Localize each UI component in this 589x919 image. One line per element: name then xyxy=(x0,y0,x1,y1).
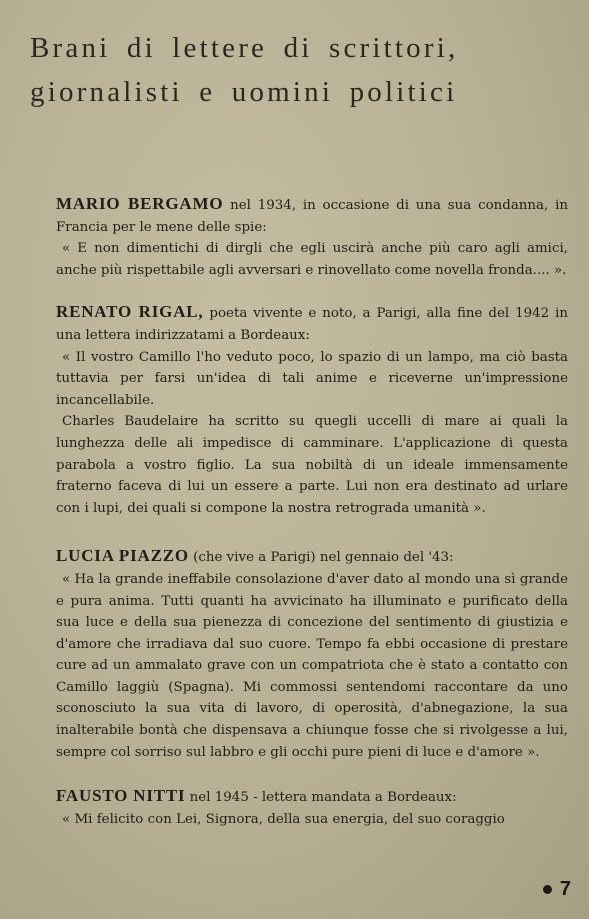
entry-intro: poeta vivente e noto, a Parigi, alla fine del 1942 in una lettera indirizzatami a Bordeaux: xyxy=(56,306,568,343)
quote-paragraph: « Ha la grande ineffabile consolazione d'aver dato al mondo una sì grande e pura anima. Tutti quanti ha avvicinato ha illuminato e purificato della sua luce e della sua pienezza di concezione del sentimento di giustizia e d'amore che irradiava dal suo cuore. Tempo fa ebbi occasione di prestare cure ad un ammalato grave con un compatriota che è stato a contatto con Camillo laggiù (Spagna). Mi commossi sentendomi raccontare da uno sconosciuto la sua vita di lavoro, di operosità, d'abnegazione, la sua inalterabile bontà che dispensava a chiunque fosse che si rivolgesse a lui, sempre col sorriso sul labbro e gli occhi pure pieni di luce e d'amore ». xyxy=(56,571,568,760)
quote-paragraph: « Mi felicito con Lei, Signora, della sua energia, del suo coraggio xyxy=(62,811,505,827)
author-name: MARIO BERGAMO xyxy=(56,194,224,213)
letters-body xyxy=(56,193,568,845)
quote-paragraph: « Il vostro Camillo l'ho veduto poco, lo spazio di un lampo, ma ciò basta tuttavia per farsi un'idea di tali anime e riceverne un'impressione incancellabile. xyxy=(56,349,568,408)
bullet-dot-icon xyxy=(543,885,552,894)
title-line-1: Brani di lettere di scrittori, xyxy=(30,32,459,64)
quote-paragraph: « E non dimentichi di dirgli che egli uscirà anche più caro agli amici, anche più rispettabile agli avversari e rinovellato come novella fronda.... ». xyxy=(56,241,568,278)
page-title xyxy=(30,26,570,114)
page-number-text: 7 xyxy=(559,878,571,900)
entry-intro: (che vive a Parigi) nel gennaio del '43: xyxy=(188,550,454,566)
title-line-2: giornalisti e uomini politici xyxy=(30,76,458,108)
entry-lucia-piazzo xyxy=(56,545,568,763)
entry-intro: nel 1945 - lettera mandata a Bordeaux: xyxy=(185,790,457,806)
page-number xyxy=(543,878,571,901)
entry-fausto-nitti xyxy=(56,785,568,830)
author-name: LUCIA PIAZZO xyxy=(56,546,189,566)
entry-renato-rigal xyxy=(56,301,568,519)
entry-intro: nel 1934, in occasione di una sua condanna, in Francia per le mene delle spie: xyxy=(56,198,568,235)
author-name: FAUSTO NITTI xyxy=(56,786,186,806)
entry-mario-bergamo xyxy=(56,193,568,281)
author-name: RENATO RIGAL, xyxy=(56,302,204,322)
quote-paragraph: Charles Baudelaire ha scritto su quegli uccelli di mare ai quali la lunghezza delle ali impedisce di camminare. L'applicazione di questa parabola a vostro figlio. La sua nobiltà di un ideale immensamente fraterno faceva di lui un essere a parte. Lui non era destinato ad urlare con i lupi, dei quali si compone la nostra retrograda umanità ». xyxy=(56,414,568,516)
